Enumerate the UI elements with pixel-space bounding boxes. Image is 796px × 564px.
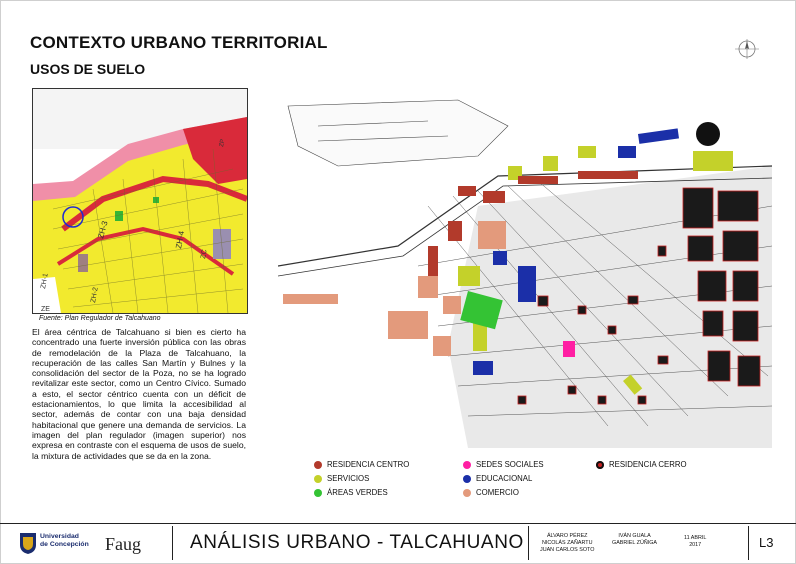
university-name: Universidad de Concepción (40, 533, 89, 548)
north-arrow-icon (733, 38, 761, 60)
inset-caption: Fuente: Plan Regulador de Talcahuano (39, 315, 161, 322)
footer-divider (0, 523, 796, 524)
footer-separator (528, 526, 529, 560)
body-paragraph: El área céntrica de Talcahuano si bien es cierto ha concentrado una fuerte inversión pública con las obras de remodelación de la Plaza de Talcahuano, la recuperación de las calles San Martín y Bulnes y la consolidación del sector de la Poza, no se ha logrado revitalizar este sector, como un Centro Cívico. Sumado a esto, el sector céntrico cuenta con un déficit de estacionamientos, lo que limita la accesibilidad al sector, además de contar con una baja densidad habitacional que genere una demanda de servicios. La imagen del plan regulador (imagen superior) nos expresa en contraste con el esquema de usos de suelo, la mixtura de actividades que se da en la zona. (32, 327, 246, 461)
legend-item-sedes-sociales: SEDES SOCIALES (463, 460, 544, 469)
page-number: L3 (759, 535, 774, 550)
authors-right: IVÁN GUALA GABRIEL ZÚÑIGA (612, 533, 658, 546)
footer-separator (748, 526, 749, 560)
plan-regulador-inset-map (32, 88, 248, 314)
legend-dot-icon (314, 475, 322, 483)
legend-dot-icon (314, 489, 322, 497)
legend-item-residencia-centro: RESIDENCIA CENTRO (314, 460, 409, 469)
legend-dot-icon (463, 489, 471, 497)
zone-label: ZP (219, 138, 227, 148)
university-shield-icon (18, 531, 38, 555)
zone-label: ZH-2 (90, 286, 100, 304)
legend-item-comercio: COMERCIO (463, 488, 519, 497)
land-use-map (278, 96, 772, 448)
legend-dot-icon (463, 475, 471, 483)
zone-label: ZH-4 (174, 230, 187, 250)
zone-label: ZE (41, 306, 50, 313)
legend-item-educacional: EDUCACIONAL (463, 474, 532, 483)
faug-logo (105, 532, 143, 554)
page-title: CONTEXTO URBANO TERRITORIAL (30, 33, 328, 52)
footer-title: ANÁLISIS URBANO - TALCAHUANO (190, 532, 524, 553)
zone-label: ZC (200, 248, 209, 260)
legend-item-areas-verdes: ÁREAS VERDES (314, 488, 388, 497)
legend-ringed-dot-icon (596, 461, 604, 469)
legend-dot-icon (463, 461, 471, 469)
legend-item-servicios: SERVICIOS (314, 474, 369, 483)
svg-text:Faug: Faug (105, 534, 141, 554)
zone-label: ZH-1 (40, 272, 50, 290)
legend-item-residencia-cerro: RESIDENCIA CERRO (596, 460, 687, 469)
page-subtitle: USOS DE SUELO (30, 61, 146, 77)
date: 11 ABRIL 2017 (684, 535, 707, 548)
authors-left: ÁLVARO PÉREZ NICOLÁS ZAÑARTU JUAN CARLOS SOTO (540, 533, 595, 553)
zone-label: ZH-3 (96, 220, 110, 240)
legend-dot-icon (314, 461, 322, 469)
footer-separator (172, 526, 173, 560)
